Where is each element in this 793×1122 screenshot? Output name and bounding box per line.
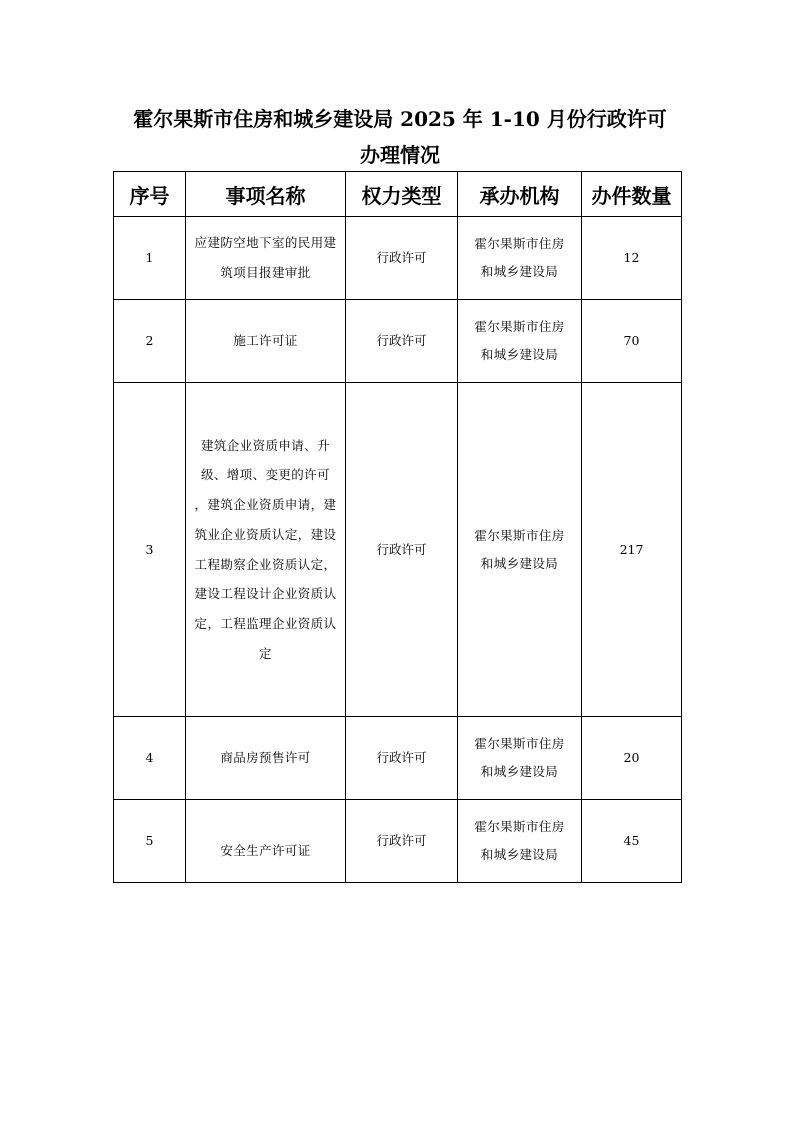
- row-count: 20: [582, 717, 682, 800]
- header-count: 办件数量: [582, 172, 682, 217]
- header-org: 承办机构: [458, 172, 582, 217]
- table-row: [114, 800, 682, 883]
- row-no: 3: [114, 383, 186, 717]
- row-count: 45: [582, 800, 682, 883]
- row-org: 霍尔果斯市住房和城乡建设局: [458, 383, 582, 717]
- table-row: [114, 217, 682, 300]
- row-power-type: 行政许可: [346, 800, 458, 883]
- permit-table: [113, 171, 682, 883]
- row-count: 217: [582, 383, 682, 717]
- header-power-type: 权力类型: [346, 172, 458, 217]
- row-item-name: 施工许可证: [186, 300, 346, 383]
- row-org: 霍尔果斯市住房和城乡建设局: [458, 717, 582, 800]
- row-no: 5: [114, 800, 186, 883]
- table-row: [114, 300, 682, 383]
- table-row: [114, 383, 682, 717]
- row-power-type: 行政许可: [346, 383, 458, 717]
- row-power-type: 行政许可: [346, 717, 458, 800]
- document-title-line1: 霍尔果斯市住房和城乡建设局 2025 年 1-10 月份行政许可: [133, 107, 667, 131]
- row-item-name: 建筑企业资质申请、升级、增项、变更的许可 ，建筑企业资质申请，建筑业企业资质认定，建设工程勘察企业资质认定，建设工程设计企业资质认定，工程监理企业资质认定: [186, 383, 346, 717]
- table-row: [114, 717, 682, 800]
- row-count: 12: [582, 217, 682, 300]
- row-power-type: 行政许可: [346, 217, 458, 300]
- row-no: 4: [114, 717, 186, 800]
- row-item-name: 安全生产许可证: [186, 800, 346, 883]
- row-no: 2: [114, 300, 186, 383]
- row-item-name: 应建防空地下室的民用建筑项目报建审批: [186, 217, 346, 300]
- row-org: 霍尔果斯市住房和城乡建设局: [458, 217, 582, 300]
- header-item-name: 事项名称: [186, 172, 346, 217]
- row-org: 霍尔果斯市住房和城乡建设局: [458, 300, 582, 383]
- row-org: 霍尔果斯市住房和城乡建设局: [458, 800, 582, 883]
- row-count: 70: [582, 300, 682, 383]
- document-title-line2: 办理情况: [360, 143, 440, 167]
- row-item-name: 商品房预售许可: [186, 717, 346, 800]
- table-header-row: [114, 172, 682, 217]
- header-no: 序号: [114, 172, 186, 217]
- row-power-type: 行政许可: [346, 300, 458, 383]
- row-no: 1: [114, 217, 186, 300]
